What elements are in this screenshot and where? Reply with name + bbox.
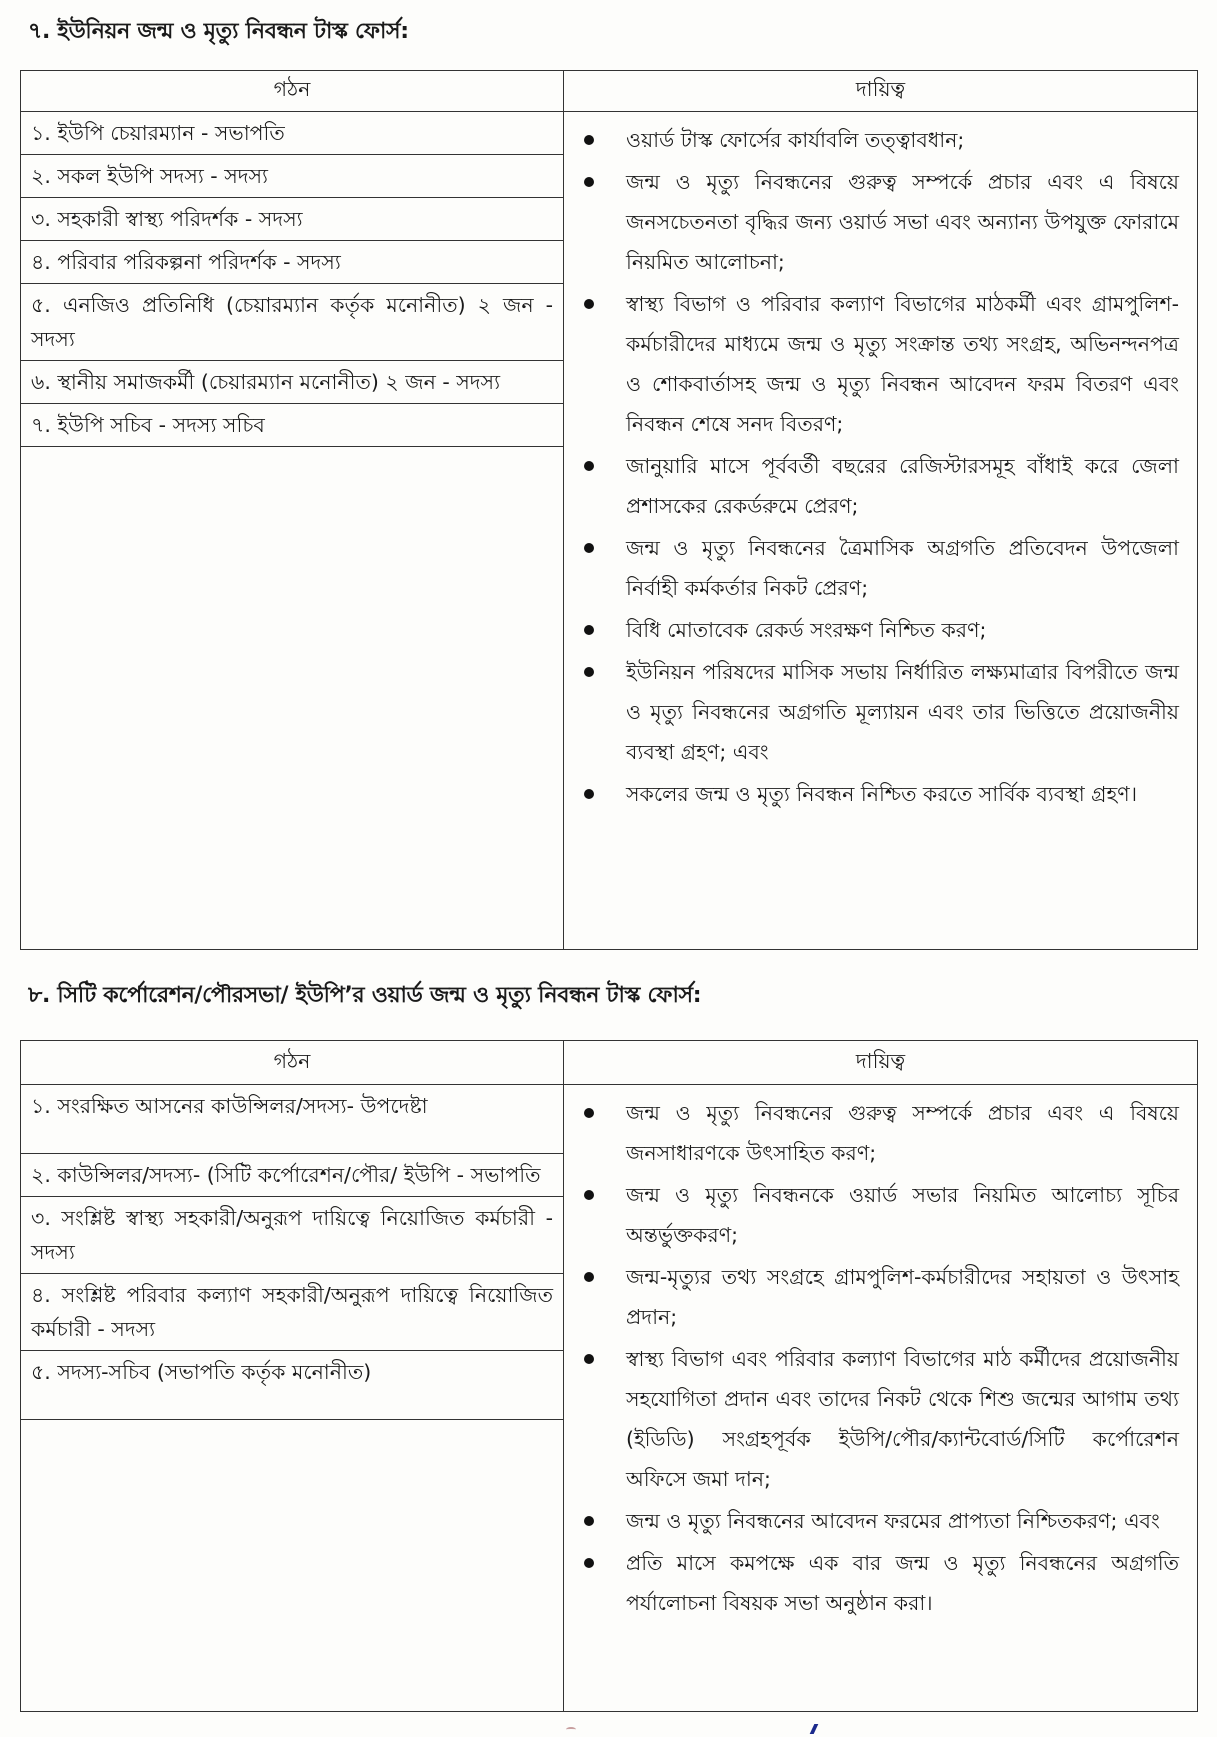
bullet-icon bbox=[584, 667, 594, 677]
duty-text: জন্ম ও মৃত্যু নিবন্ধনের ত্রৈমাসিক অগ্রগতি প্রতিবেদন উপজেলা নির্বাহী কর্মকর্তার নিকট প্রেরণ; bbox=[626, 536, 1179, 600]
duty-item bbox=[582, 1501, 1179, 1541]
duty-text: জন্ম-মৃত্যুর তথ্য সংগ্রহে গ্রামপুলিশ-কর্মচারীদের সহায়তা ও উৎসাহ প্রদান; bbox=[626, 1265, 1179, 1329]
duty-item bbox=[582, 1175, 1179, 1255]
duty-item bbox=[582, 1543, 1179, 1623]
duties-header: দায়িত্ব bbox=[564, 1041, 1198, 1085]
composition-cell bbox=[21, 1085, 564, 1712]
duty-text: প্রতি মাসে কমপক্ষে এক বার জন্ম ও মৃত্যু নিবন্ধনের অগ্রগতি পর্যালোচনা বিষয়ক সভা অনুষ্ঠান করা। bbox=[626, 1551, 1179, 1615]
member-row: ১. ইউপি চেয়ারম্যান - সভাপতি bbox=[21, 112, 563, 155]
duty-text: জন্ম ও মৃত্যু নিবন্ধনের গুরুত্ব সম্পর্কে প্রচার এবং এ বিষয়ে জনসাধারণকে উৎসাহিত করণ; bbox=[626, 1101, 1179, 1165]
member-row: ৫. সদস্য-সচিব (সভাপতি কর্তৃক মনোনীত) bbox=[21, 1351, 563, 1420]
bullet-icon bbox=[584, 1190, 594, 1200]
member-row: ৪. সংশ্লিষ্ট পরিবার কল্যাণ সহকারী/অনুরূপ দায়িত্বে নিয়োজিত কর্মচারী - সদস্য bbox=[21, 1274, 563, 1351]
duties-header: দায়িত্ব bbox=[564, 71, 1198, 112]
member-row: ৩. সংশ্লিষ্ট স্বাস্থ্য সহকারী/অনুরূপ দায়িত্বে নিয়োজিত কর্মচারী - সদস্য bbox=[21, 1197, 563, 1274]
composition-header: গঠন bbox=[21, 1041, 564, 1085]
duty-item bbox=[582, 1093, 1179, 1173]
duty-text: জন্ম ও মৃত্যু নিবন্ধনকে ওয়ার্ড সভার নিয়মিত আলোচ্য সূচির অন্তর্ভুক্তকরণ; bbox=[626, 1183, 1179, 1247]
member-row: ৩. সহকারী স্বাস্থ্য পরিদর্শক - সদস্য bbox=[21, 198, 563, 241]
duty-item bbox=[582, 652, 1179, 772]
bullet-icon bbox=[584, 625, 594, 635]
duties-list bbox=[564, 1085, 1197, 1631]
member-row: ২. কাউন্সিলর/সদস্য- (সিটি কর্পোরেশন/পৌর/ ইউপি - সভাপতি bbox=[21, 1154, 563, 1197]
duty-item bbox=[582, 528, 1179, 608]
duty-text: ওয়ার্ড টাস্ক ফোর্সের কার্যাবলি তত্ত্বাবধান; bbox=[626, 128, 965, 152]
member-row: ১. সংরক্ষিত আসনের কাউন্সিলর/সদস্য- উপদেষ্টা bbox=[21, 1085, 563, 1154]
member-row: ৭. ইউপি সচিব - সদস্য সচিব bbox=[21, 404, 563, 447]
duties-cell bbox=[564, 112, 1198, 950]
bullet-icon bbox=[584, 177, 594, 187]
section-7-title: ৭. ইউনিয়ন জন্ম ও মৃত্যু নিবন্ধন টাস্ক ফোর্স: bbox=[28, 19, 409, 44]
bullet-icon bbox=[584, 789, 594, 799]
bullet-icon bbox=[584, 1354, 594, 1364]
bullet-icon bbox=[584, 135, 594, 145]
composition-cell bbox=[21, 112, 564, 950]
member-row: ৫. এনজিও প্রতিনিধি (চেয়ারম্যান কর্তৃক মনোনীত) ২ জন - সদস্য bbox=[21, 284, 563, 361]
member-row: ২. সকল ইউপি সদস্য - সদস্য bbox=[21, 155, 563, 198]
duty-item bbox=[582, 610, 1179, 650]
bullet-icon bbox=[584, 1108, 594, 1118]
duty-item bbox=[582, 284, 1179, 444]
duty-item bbox=[582, 774, 1179, 814]
bullet-icon bbox=[584, 1272, 594, 1282]
duty-text: ইউনিয়ন পরিষদের মাসিক সভায় নির্ধারিত লক্ষ্যমাত্রার বিপরীতে জন্ম ও মৃত্যু নিবন্ধনের অগ্রগতি মূল্যায়ন এবং তার ভিত্তিতে প্রয়োজনীয় ব্যবস্থা গ্রহণ; এবং bbox=[626, 660, 1179, 764]
ward-task-force-table bbox=[20, 1040, 1198, 1712]
duty-text: স্বাস্থ্য বিভাগ ও পরিবার কল্যাণ বিভাগের মাঠকর্মী এবং গ্রামপুলিশ-কর্মচারীদের মাধ্যমে জন্ম ও মৃত্যু সংক্রান্ত তথ্য সংগ্রহ, অভিনন্দনপত্র ও শোকবার্তাসহ জন্ম ও মৃত্যু নিবন্ধন আবেদন ফরম বিতরণ এবং নিবন্ধন শেষে সনদ বিতরণ; bbox=[626, 292, 1179, 436]
duty-item bbox=[582, 1339, 1179, 1499]
member-row: ৪. পরিবার পরিকল্পনা পরিদর্শক - সদস্য bbox=[21, 241, 563, 284]
duty-item bbox=[582, 120, 1179, 160]
duty-text: জন্ম ও মৃত্যু নিবন্ধনের গুরুত্ব সম্পর্কে প্রচার এবং এ বিষয়ে জনসচেতনতা বৃদ্ধির জন্য ওয়ার্ড সভা এবং অন্যান্য উপযুক্ত ফোরামে নিয়মিত আলোচনা; bbox=[626, 170, 1179, 274]
duty-text: সকলের জন্ম ও মৃত্যু নিবন্ধন নিশ্চিত করতে সার্বিক ব্যবস্থা গ্রহণ। bbox=[626, 782, 1138, 806]
duty-text: স্বাস্থ্য বিভাগ এবং পরিবার কল্যাণ বিভাগের মাঠ কর্মীদের প্রয়োজনীয় সহযোগিতা প্রদান এবং তাদের নিকট থেকে শিশু জন্মের আগাম তথ্য (ইডিডি) সংগ্রহপূর্বক ইউপি/পৌর/ক্যান্টবোর্ড/সিটি কর্পোরেশন অফিসে জমা দান; bbox=[626, 1347, 1179, 1491]
composition-header: গঠন bbox=[21, 71, 564, 112]
member-row: ৬. স্থানীয় সমাজকর্মী (চেয়ারম্যান মনোনীত) ২ জন - সদস্য bbox=[21, 361, 563, 404]
scan-mark bbox=[566, 1727, 576, 1732]
duty-item bbox=[582, 162, 1179, 282]
duty-text: বিধি মোতাবেক রেকর্ড সংরক্ষণ নিশ্চিত করণ; bbox=[626, 618, 987, 642]
duty-item bbox=[582, 446, 1179, 526]
section-8-title: ৮. সিটি কর্পোরেশন/পৌরসভা/ ইউপি’র ওয়ার্ড জন্ম ও মৃত্যু নিবন্ধন টাস্ক ফোর্স: bbox=[28, 983, 702, 1008]
bullet-icon bbox=[584, 1558, 594, 1568]
duty-text: জানুয়ারি মাসে পূর্ববর্তী বছরের রেজিস্টারসমূহ বাঁধাই করে জেলা প্রশাসকের রেকর্ডরুমে প্রেরণ; bbox=[626, 454, 1179, 518]
union-task-force-table bbox=[20, 70, 1198, 950]
pen-mark bbox=[810, 1724, 819, 1734]
bullet-icon bbox=[584, 299, 594, 309]
bullet-icon bbox=[584, 1516, 594, 1526]
duties-list bbox=[564, 112, 1197, 822]
duties-cell bbox=[564, 1085, 1198, 1712]
duty-text: জন্ম ও মৃত্যু নিবন্ধনের আবেদন ফরমের প্রাপ্যতা নিশ্চিতকরণ; এবং bbox=[626, 1509, 1160, 1533]
duty-item bbox=[582, 1257, 1179, 1337]
bullet-icon bbox=[584, 461, 594, 471]
bullet-icon bbox=[584, 543, 594, 553]
